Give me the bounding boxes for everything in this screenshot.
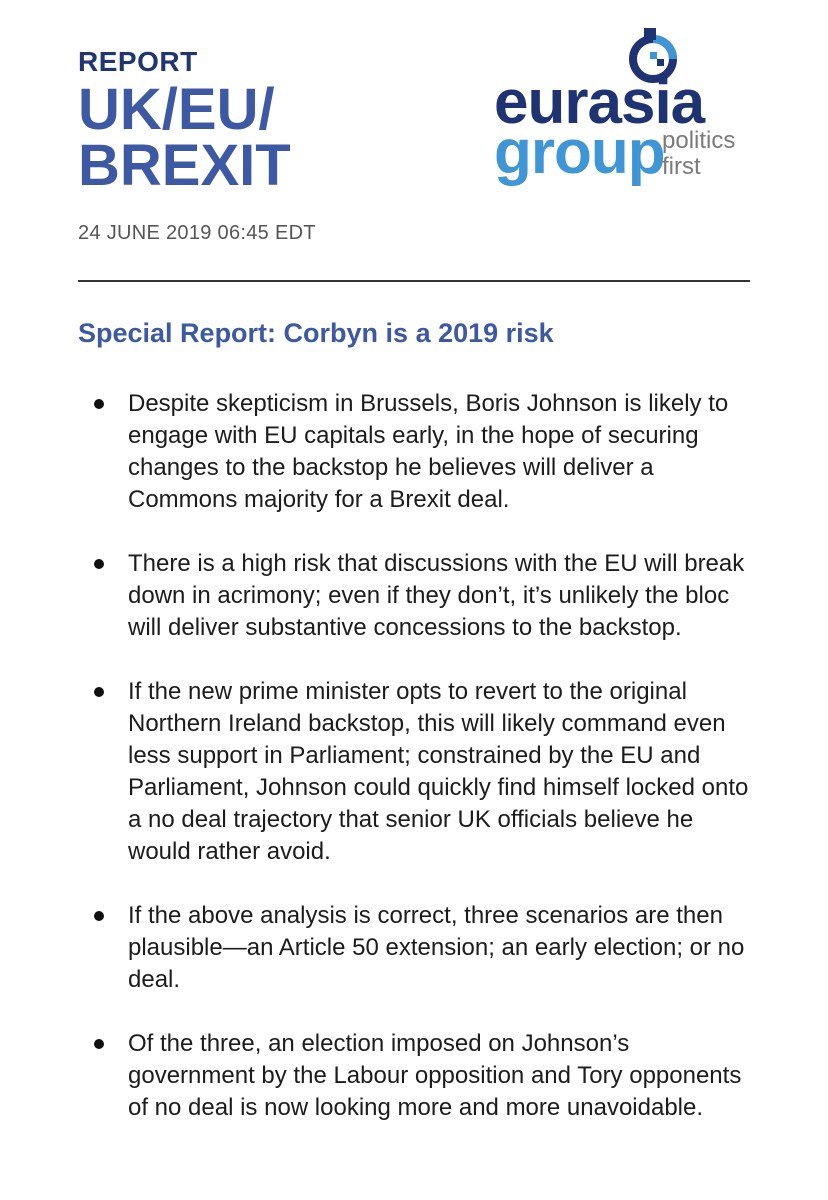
bullet-dot-icon xyxy=(94,559,104,569)
bullet-text: There is a high risk that discussions with the EU will break down in acrimony; even if they don’t, it’s unlikely the bloc will deliver substantive concessions to the backstop. xyxy=(128,550,745,641)
bullet-dot-icon xyxy=(94,687,104,697)
bullet-dot-icon xyxy=(94,399,104,409)
report-dateline: 24 JUNE 2019 06:45 EDT xyxy=(78,222,316,244)
bullet-item xyxy=(78,676,758,868)
logo-tagline-line: politics xyxy=(662,127,736,154)
logo-tagline-line: first xyxy=(662,153,701,180)
report-header xyxy=(78,46,291,198)
bullet-item xyxy=(78,1028,758,1124)
report-title-line: UK/EU/ xyxy=(78,77,275,142)
bullet-dot-icon xyxy=(94,1039,104,1049)
section-heading: Special Report: Corbyn is a 2019 risk xyxy=(78,318,554,348)
bullet-item xyxy=(78,900,758,996)
logo-wordmark-eurasia: eurasia xyxy=(494,68,705,137)
logo-wordmark-group: group xyxy=(494,118,665,187)
bullet-text: If the new prime minister opts to revert to the original Northern Ireland backstop, this will likely command even less support in Parliament; constrained by the EU and Parliament, Johnson could quickly find himself locked onto a no deal trajectory that senior UK officials believe he would rather avoid. xyxy=(128,678,749,865)
report-title xyxy=(78,77,291,198)
eurasia-group-logo xyxy=(490,22,760,192)
bullet-list xyxy=(78,388,758,1156)
report-title-line: BREXIT xyxy=(78,133,291,198)
report-label: REPORT xyxy=(78,46,198,77)
bullet-text: Despite skepticism in Brussels, Boris Johnson is likely to engage with EU capitals early, in the hope of securing changes to the backstop he believes will deliver a Commons majority for a Brexit deal. xyxy=(128,390,729,513)
bullet-item xyxy=(78,548,758,644)
bullet-text: Of the three, an election imposed on Johnson’s government by the Labour opposition and Tory opponents of no deal is now looking more and more unavoidable. xyxy=(128,1030,742,1121)
bullet-dot-icon xyxy=(94,911,104,921)
bullet-text: If the above analysis is correct, three scenarios are then plausible—an Article 50 extension; an early election; or no deal. xyxy=(128,902,745,993)
bullet-item xyxy=(78,388,758,516)
logo-tagline xyxy=(662,128,735,180)
header-divider xyxy=(78,280,750,282)
